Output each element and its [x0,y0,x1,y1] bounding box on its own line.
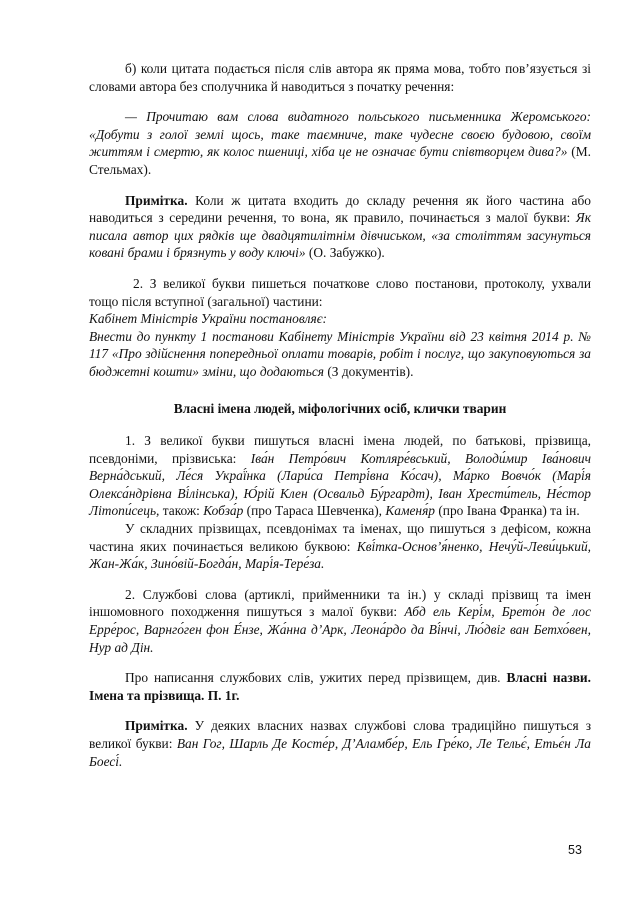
note-label: Примітка. [125,718,188,734]
names-list: Абд ель Кері́м, Брето́н де лос Ерре́рос, Варнго́ген фон Е́нзе, Жа́нна д’Арк, Леона́рдо да Ві́нчі, Лю́двіг ван Бетхо́вен, Нур ад Дін. [89,604,592,655]
paragraph-b-intro: б) коли цитата подається після слів автора як пряма мова, тобто пов’язується зі словами автора без сполучника й наводиться з початку речення: [89,61,591,94]
note-label: Примітка. [125,192,188,208]
names-list: Ван Гог, Шарль Де Косте́р, Д’Аламбе́р, Ель Гре́ко, Ле Тельє́, Етьє́н Ла Боесі́. [89,736,592,769]
quote-text: Як писала автор цих рядків ще двадцятилітнім дівчиськом, «за століттям засунуться ковані брами і брязнуть у воду ключі» [89,210,591,261]
paragraph-compound-names: У складних прізвищах, псевдонімах та іменах, що пишуться з дефісом, кожна частина яких починається великою буквою: Кві́тка-Основ’я́ненко, Нечу́й-Леви́цький, Жан-Жа́к, Зино́вій-Богда́н, Марі́я-Тере́за. [89,521,591,572]
paragraph-rule-2: 2. З великої букви пишеться початкове слово постанови, протоколу, ухвали тощо після вступної (загальної) частини: [89,275,591,309]
page-number: 53 [568,843,582,857]
paragraph-quote-example [89,108,591,178]
decree-line: Кабінет Міністрів України постановляє: [89,311,328,327]
section-heading: Власні імена людей, міфологічних осіб, клички тварин [173,400,507,416]
quote-source: (О. Забужко). [305,245,385,261]
cross-reference: Власні назви. Імена та прізвища. П. 1г. [89,670,591,703]
names-list: Кві́тка-Основ’я́ненко, Нечу́й-Леви́цький, Жан-Жа́к, Зино́вій-Богда́н, Марі́я-Тере́за. [89,538,591,572]
paragraph-names-rule-1: 1. З великої букви пишуться власні імена людей, по батькові, прізвища, псевдоніми, прізвиська: Іва́н Петро́вич Котляре́вський, Володи́мир Іва́нович Верна́дський, Ле́ся Украї́нка (Лари́са Петрі́вна Ко́сач), Ма́рко Вовчо́к (Марі́я Олекса́ндрівна Ві́лінська), Ю́рій Клен (Освальд Бу́ргардт), Іван Хрести́тель, Не́стор Літопи́сець, також: Кобза́р (про Тараса Шевченка), Каменя́р (про Івана Франка) та ін. [89,433,591,519]
paragraph-note-2: Примітка. У деяких власних назвах службові слова традиційно пишуться з великої букви: Ван Гог, Шарль Де Косте́р, Д’Аламбе́р, Ель Гре́ко, Ле Тельє́, Етьє́н Ла Боесі́. [89,718,592,769]
decree-quote: Внести до пункту 1 постанови Кабінету Міністрів України від 23 квітня 2014 р. № 117 «Про здійснення попередньої оплати товарів, робіт і послуг, що закуповуються за бюджетні кошти» зміни, що додаються (З документів). [89,328,591,379]
names-list: Іва́н Петро́вич Котляре́вський, Володи́мир Іва́нович Верна́дський, Ле́ся Украї́нка (Лари́са Петрі́вна Ко́сач), Ма́рко Вовчо́к (Марі́я Олекса́ндрівна Ві́лінська), Ю́рій Клен (Освальд Бу́ргардт), Іван Хрести́тель, Не́стор Літопи́сець, [89,450,591,519]
document-page [89,60,591,770]
paragraph-names-rule-2: 2. Службові слова (артиклі, прийменники та ін.) у складі прізвищ та імен іншомовного походження пишуться з малої букви: Абд ель Кері́м, Брето́н де лос Ерре́рос, Варнго́ген фон Е́нзе, Жа́нна д’Арк, Леона́рдо да Ві́нчі, Лю́двіг ван Бетхо́вен, Нур ад Дін. [89,586,592,655]
quote-text: — Прочитаю вам слова видатного польського письменника Жеромського: «Добути з голої землі щось, таке таємниче, таке чудесне своєю будовою, своїм життям і смертю, як колос пшениці, хіба це не означає бути співтворцем дива?» [89,109,591,160]
paragraph-note-1: Примітка. Коли ж цитата входить до складу речення як його частина або наводиться з середини речення, то вона, як правило, починається з малої букви: Як писала автор цих рядків ще двадцятилітнім дівчиськом, «за століттям засунуться ковані брами і брязнуть у воду ключі» (О. Забужко). [89,192,591,261]
quote-source: (М. Стельмах). [89,144,592,177]
paragraph-reference: Про написання службових слів, ужитих перед прізвищем, див. Власні назви. Імена та прізвища. П. 1г. [89,670,591,703]
